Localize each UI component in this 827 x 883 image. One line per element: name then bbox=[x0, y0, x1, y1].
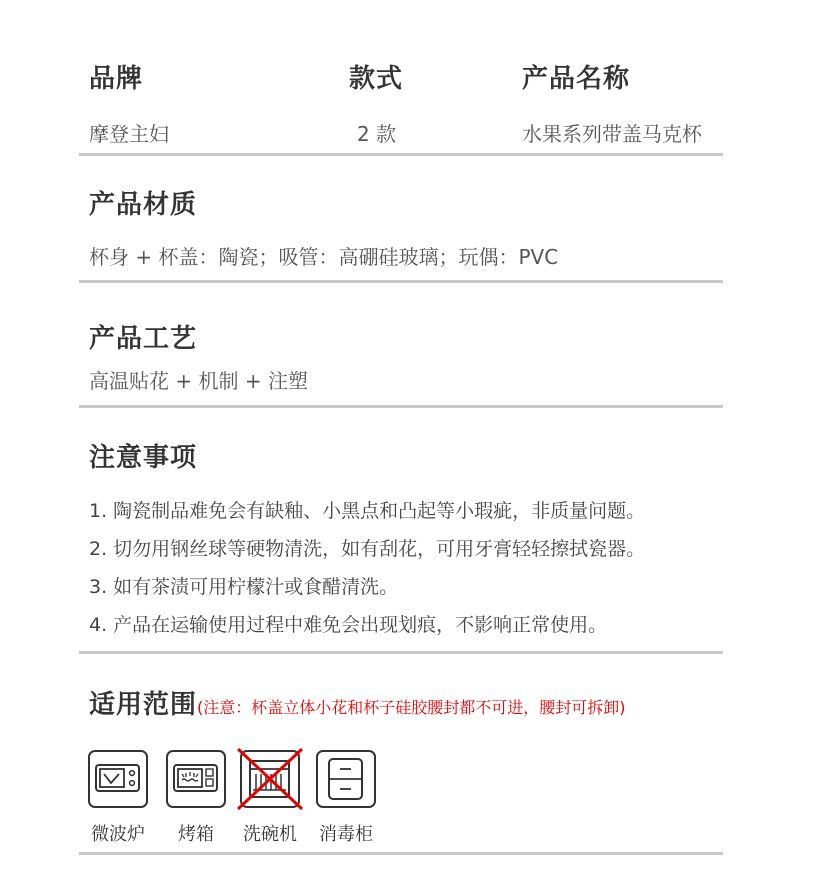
style-value: 2 款 bbox=[357, 122, 397, 146]
usage-warning-note: (注意：杯盖立体小花和杯子硅胶腰封都不可进，腰封可拆卸) bbox=[197, 698, 626, 717]
microwave-icon bbox=[88, 750, 148, 808]
notes-title: 注意事项 bbox=[89, 443, 198, 473]
note-item: 1. 陶瓷制品难免会有缺釉、小黑点和凸起等小瑕疵，非质量问题。 bbox=[89, 500, 646, 522]
craft-title: 产品工艺 bbox=[89, 324, 198, 354]
material-value: 杯身 + 杯盖：陶瓷；吸管：高硼硅玻璃；玩偶：PVC bbox=[89, 245, 559, 269]
usage-section bbox=[79, 684, 723, 849]
craft-value: 高温贴花 + 机制 + 注塑 bbox=[89, 369, 308, 393]
product-name-label: 产品名称 bbox=[522, 64, 631, 94]
divider-4 bbox=[79, 651, 723, 654]
usage-heading bbox=[89, 684, 626, 721]
dishwasher-icon bbox=[240, 750, 300, 808]
sterilizer-cabinet-icon bbox=[316, 750, 376, 808]
usage-item-label: 烤箱 bbox=[178, 824, 214, 845]
usage-item-label: 微波炉 bbox=[91, 824, 145, 845]
material-title: 产品材质 bbox=[89, 190, 198, 220]
material-section bbox=[79, 184, 723, 274]
usage-title: 适用范围 bbox=[89, 690, 198, 720]
divider-1 bbox=[79, 153, 723, 156]
note-item: 3. 如有茶渍可用柠檬汁或食醋清洗。 bbox=[89, 576, 399, 598]
usage-item-label: 消毒柜 bbox=[319, 824, 373, 845]
brand-label: 品牌 bbox=[89, 64, 144, 94]
divider-5 bbox=[79, 852, 723, 855]
product-name-value: 水果系列带盖马克杯 bbox=[522, 122, 702, 146]
note-item: 4. 产品在运输使用过程中难免会出现划痕，不影响正常使用。 bbox=[89, 614, 608, 636]
oven-icon bbox=[166, 750, 226, 808]
usage-item-sterilizer bbox=[316, 750, 396, 850]
note-item: 2. 切勿用钢丝球等硬物清洗，如有刮花，可用牙膏轻轻擦拭瓷器。 bbox=[89, 538, 646, 560]
notes-section bbox=[79, 437, 723, 637]
cross-icon bbox=[234, 745, 306, 813]
craft-section bbox=[79, 318, 723, 398]
basic-info bbox=[79, 58, 723, 148]
brand-value: 摩登主妇 bbox=[89, 122, 169, 146]
usage-item-label: 洗碗机 bbox=[243, 824, 297, 845]
divider-3 bbox=[79, 405, 723, 408]
style-label: 款式 bbox=[349, 64, 404, 94]
divider-2 bbox=[79, 280, 723, 283]
